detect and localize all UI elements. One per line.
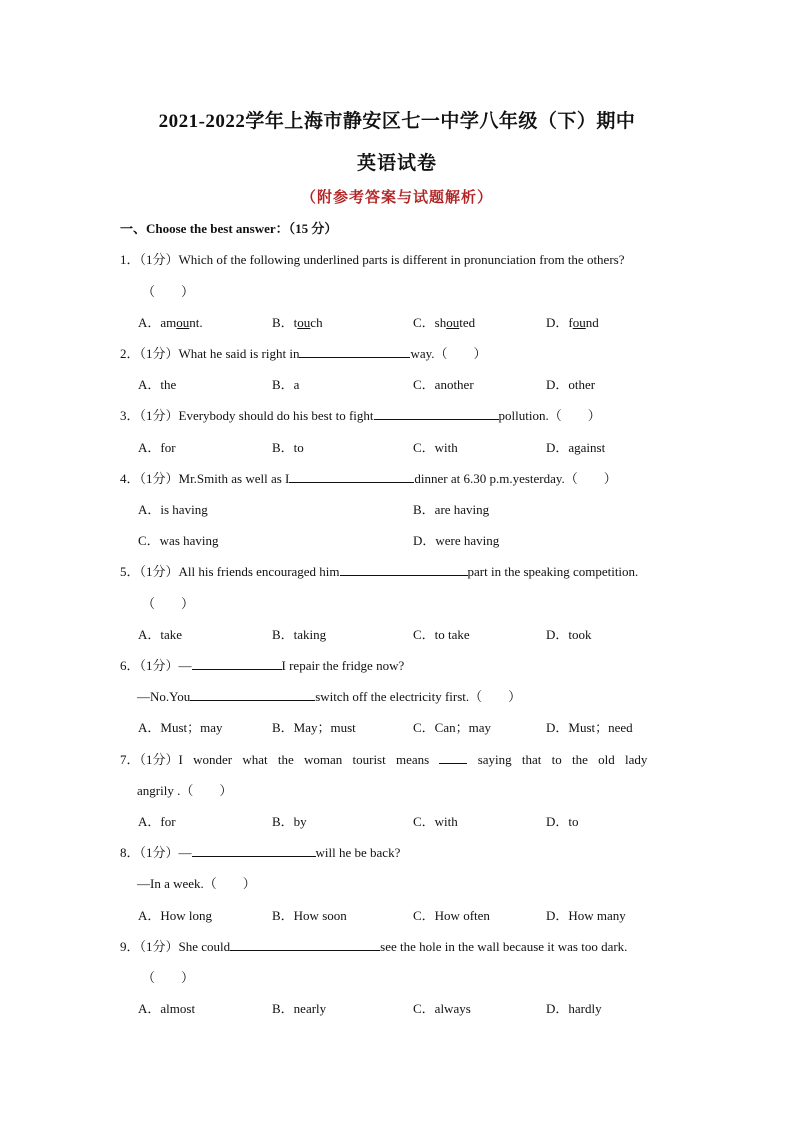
- option-text: f: [568, 315, 573, 330]
- option-a[interactable]: A．almost: [138, 1001, 196, 1016]
- question-text: What he said is right in: [178, 346, 300, 361]
- option-d[interactable]: D．Must；need: [546, 720, 633, 735]
- option-b[interactable]: B．taking: [272, 627, 327, 642]
- question-text: switch off the electricity first.（ ）: [315, 689, 522, 704]
- option-b[interactable]: [272, 312, 323, 331]
- answer-blank[interactable]: [289, 470, 414, 483]
- question-text: All his friends encouraged him: [178, 564, 340, 579]
- question-text: —: [178, 658, 192, 673]
- title-line-2: 英语试卷: [356, 153, 437, 174]
- question-2: [120, 343, 487, 362]
- option-d[interactable]: D．against: [546, 440, 606, 455]
- answer-paren: （ ）: [142, 284, 195, 299]
- question-text: I repair the fridge now?: [281, 658, 405, 673]
- question-text: Everybody should do his best to fight: [178, 408, 374, 423]
- option-b[interactable]: B．by: [272, 814, 307, 829]
- option-c[interactable]: C．was having: [138, 533, 219, 548]
- option-text: t: [293, 315, 298, 330]
- question-text: I wonder what the woman tourist means: [178, 752, 430, 767]
- answer-blank[interactable]: [340, 563, 468, 576]
- option-text: ted: [459, 315, 476, 330]
- option-d[interactable]: [546, 312, 599, 331]
- title-line-1: 2021-2022学年上海市静安区七一中学八年级（下）期中: [158, 111, 636, 132]
- question-text: She could: [178, 939, 231, 954]
- option-c[interactable]: C．Can；may: [413, 720, 491, 735]
- option-a[interactable]: A．for: [138, 440, 176, 455]
- question-text: part in the speaking competition.: [467, 564, 639, 579]
- option-a[interactable]: A．take: [138, 627, 183, 642]
- question-number: 3．（1分）: [120, 408, 179, 423]
- option-b[interactable]: B．How soon: [272, 908, 347, 923]
- answer-blank[interactable]: [374, 407, 499, 420]
- option-a[interactable]: A．is having: [138, 502, 208, 517]
- subtitle: （附参考答案与试题解析）: [300, 190, 493, 206]
- question-number: 4．（1分）: [120, 471, 179, 486]
- question-7: [120, 749, 647, 768]
- option-b[interactable]: B．are having: [413, 502, 490, 517]
- question-number: 9．（1分）: [120, 939, 179, 954]
- question-3: [120, 405, 601, 424]
- question-number: 8．（1分）: [120, 845, 179, 860]
- option-b[interactable]: B．to: [272, 440, 304, 455]
- option-text: am: [160, 315, 177, 330]
- question-text: saying that to the old lady: [477, 752, 648, 767]
- option-c[interactable]: C．always: [413, 1001, 471, 1016]
- question-9: [120, 936, 627, 955]
- option-text: nt.: [189, 315, 203, 330]
- option-c[interactable]: C．another: [413, 377, 474, 392]
- option-a[interactable]: A．for: [138, 814, 176, 829]
- question-6-line-2: [137, 686, 521, 705]
- question-text: Mr.Smith as well as I: [178, 471, 290, 486]
- answer-paren: （ ）: [142, 596, 195, 611]
- question-text: will he be back?: [315, 845, 401, 860]
- answer-blank[interactable]: [230, 938, 380, 951]
- question-number: 2．（1分）: [120, 346, 179, 361]
- question-6: [120, 655, 404, 674]
- option-a[interactable]: A．the: [138, 377, 177, 392]
- option-letter: D．: [546, 315, 569, 330]
- option-d[interactable]: D．to: [546, 814, 579, 829]
- option-d[interactable]: D．How many: [546, 908, 626, 923]
- answer-blank[interactable]: [299, 345, 410, 358]
- option-letter: B．: [272, 315, 294, 330]
- option-text: sh: [434, 315, 447, 330]
- question-7-line-2: angrily .（ ）: [137, 783, 233, 798]
- question-5: [120, 561, 638, 580]
- question-number: 1．（1分）: [120, 252, 179, 267]
- option-b[interactable]: B．a: [272, 377, 300, 392]
- question-number: 7．（1分）: [120, 752, 179, 767]
- underlined-part: ou: [572, 315, 586, 330]
- option-d[interactable]: D．other: [546, 377, 596, 392]
- option-b[interactable]: B．May；must: [272, 720, 356, 735]
- question-text: Which of the following underlined parts is different in pronunciation from the others?: [178, 252, 625, 267]
- question-text: way.（ ）: [410, 346, 487, 361]
- option-text: nd: [585, 315, 599, 330]
- option-text: ch: [310, 315, 323, 330]
- option-d[interactable]: D．hardly: [546, 1001, 602, 1016]
- option-c[interactable]: C．to take: [413, 627, 470, 642]
- option-c[interactable]: C．How often: [413, 908, 490, 923]
- answer-blank[interactable]: [192, 657, 282, 670]
- question-text: —: [178, 845, 192, 860]
- question-text: dinner at 6.30 p.m.yesterday.（ ）: [414, 471, 617, 486]
- option-d[interactable]: D．were having: [413, 533, 500, 548]
- underlined-part: ou: [297, 315, 311, 330]
- option-c[interactable]: C．with: [413, 814, 458, 829]
- option-c[interactable]: C．with: [413, 440, 458, 455]
- question-8-line-2: —In a week.（ ）: [137, 876, 256, 891]
- option-a[interactable]: A．How long: [138, 908, 213, 923]
- answer-blank[interactable]: [439, 751, 467, 764]
- underlined-part: ou: [176, 315, 190, 330]
- option-letter: C．: [413, 315, 435, 330]
- answer-blank[interactable]: [190, 688, 315, 701]
- underlined-part: ou: [446, 315, 460, 330]
- option-letter: A．: [138, 315, 161, 330]
- question-text: —No.You: [137, 689, 191, 704]
- option-a[interactable]: A．Must；may: [138, 720, 223, 735]
- answer-blank[interactable]: [192, 844, 316, 857]
- answer-paren: （ ）: [142, 970, 195, 985]
- question-4: [120, 468, 617, 487]
- section-heading: 一、Choose the best answer：（15 分）: [120, 221, 338, 236]
- option-b[interactable]: B．nearly: [272, 1001, 327, 1016]
- question-number: 5．（1分）: [120, 564, 179, 579]
- question-8: [120, 842, 400, 861]
- option-d[interactable]: D．took: [546, 627, 592, 642]
- question-1: [120, 249, 625, 268]
- option-a[interactable]: [138, 312, 203, 331]
- option-c[interactable]: [413, 312, 475, 331]
- question-number: 6．（1分）: [120, 658, 179, 673]
- question-text: pollution.（ ）: [498, 408, 601, 423]
- question-text: see the hole in the wall because it was too dark.: [380, 939, 628, 954]
